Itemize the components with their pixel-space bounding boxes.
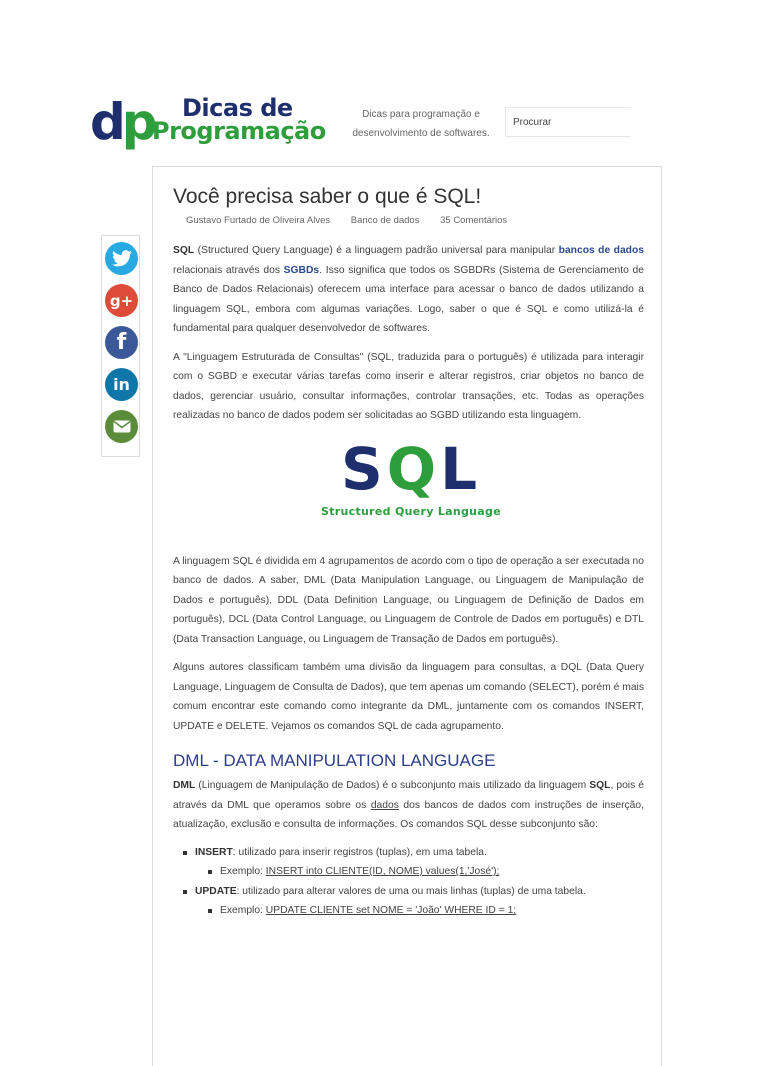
post-content xyxy=(173,241,644,921)
sql-letters xyxy=(321,434,501,503)
text: : utilizado para alterar valores de uma ou mais linhas (tuplas) de uma tabela. xyxy=(236,885,586,897)
linkedin-icon[interactable]: in xyxy=(105,368,138,401)
text: relacionais através dos xyxy=(173,264,284,276)
term-sql: SQL xyxy=(173,245,195,256)
logo-title-line2: Programação xyxy=(152,117,326,145)
logo-title-line1: Dicas de xyxy=(182,94,293,122)
command-name: UPDATE xyxy=(195,885,237,897)
sql-logo-image xyxy=(173,434,644,538)
facebook-icon[interactable]: f xyxy=(105,326,138,359)
link-dados[interactable]: dados xyxy=(370,799,399,811)
link-sgbds[interactable]: SGBDs xyxy=(283,264,320,276)
text: Exemplo: xyxy=(220,866,266,877)
site-tagline: Dicas para programação e desenvolvimento de softwares. xyxy=(352,109,490,139)
post-category[interactable]: Banco de dados xyxy=(350,215,420,226)
google-plus-icon[interactable]: g+ xyxy=(105,284,138,317)
article-card xyxy=(152,166,662,1066)
list-item xyxy=(220,862,644,882)
term-dml: DML xyxy=(173,780,196,791)
letter-q: Q xyxy=(386,434,441,503)
text: , pois é através da DML que operamos sobre os xyxy=(173,780,645,811)
text: . Isso significa que todos os SGBDRs (Sistema de Gerenciamento de Banco de Dados Relacionais) oferecem uma interface para acessar o banco de dados utilizando a linguagem SQL, embora com algumas variações. Logo, saber o que é SQL e como utilizá-la é fundamental para qualquer desenvolvedor de softwares. xyxy=(173,264,644,334)
paragraph-2: A "Linguagem Estruturada de Consultas" (SQL, traduzida para o português) é utilizada para interagir com o SGBD e executar várias tarefas como inserir e alterar registros, criar objetos no banco de dados, gerenciar usuário, consultar informações, controlar transações, etc. Todas as operações realizadas no banco de dados podem ser solicitadas ao SGBD utilizando esta linguagem. xyxy=(173,351,644,421)
search-input[interactable]: Procurar xyxy=(505,107,631,137)
text: (Linguagem de Manipulação de Dados) é o subconjunto mais utilizado da linguagem xyxy=(195,780,590,791)
text: Exemplo: xyxy=(220,905,266,916)
post-meta xyxy=(186,215,525,226)
post-title[interactable]: Você precisa saber o que é SQL! xyxy=(173,185,482,208)
share-bar xyxy=(101,235,140,457)
sql-subtitle: Structured Query Language xyxy=(321,504,501,518)
site-logo[interactable] xyxy=(90,93,335,151)
list-item xyxy=(195,843,644,882)
list-item xyxy=(220,901,644,921)
list-item xyxy=(195,882,644,921)
post-author[interactable]: Gustavo Furtado de Oliveira Alves xyxy=(186,215,331,226)
example-link[interactable]: UPDATE CLIENTE set NOME = 'João' WHERE ID = 1; xyxy=(265,905,517,916)
logo-mark: dp xyxy=(90,93,154,151)
section-heading-dml: DML - DATA MANIPULATION LANGUAGE xyxy=(173,751,496,770)
email-icon[interactable] xyxy=(105,410,138,443)
command-list xyxy=(173,843,644,921)
link-bancos-de-dados[interactable]: bancos de dados xyxy=(558,245,644,256)
post-comments[interactable]: 35 Comentários xyxy=(440,215,508,226)
paragraph-4: Alguns autores classificam também uma divisão da linguagem para consultas, a DQL (Data Query Language, Linguagem de Consulta de Dados), que tem apenas um comando (SELECT), porém é mais comum encontrar este comando como integrante da DML, juntamente com os comandos INSERT, UPDATE e DELETE. Vejamos os comandos SQL de cada agrupamento. xyxy=(173,662,644,732)
twitter-icon[interactable] xyxy=(105,242,138,275)
text: (Structured Query Language) é a linguagem padrão universal para manipular xyxy=(194,245,559,256)
term-sql: SQL xyxy=(589,780,611,791)
letter-s: S xyxy=(340,434,387,503)
text: dos bancos de dados com instruções de inserção, atualização, exclusão e consulta de informações. Os comandos SQL desse subconjunto são: xyxy=(173,799,644,830)
paragraph-intro xyxy=(173,241,644,339)
paragraph-dml xyxy=(173,776,644,835)
paragraph-3: A linguagem SQL é dividida em 4 agrupamentos de acordo com o tipo de operação a ser executada no banco de dados. A saber, DML (Data Manipulation Language, ou Linguagem de Manipulação de Dados e português), DDL (Data Definition Language, ou Linguagem de Definição de Dados em português), DCL (Data Control Language, ou Linguagem de Controle de Dados em português) e DTL (Data Transaction Language, ou Linguagem de Transação de Dados em português). xyxy=(173,555,644,645)
example-link[interactable]: INSERT into CLIENTE(ID, NOME) values(1,'José'); xyxy=(265,866,500,877)
text: : utilizado para inserir registros (tuplas), em uma tabela. xyxy=(232,846,487,858)
command-name: INSERT xyxy=(195,846,233,858)
letter-l: L xyxy=(440,434,482,503)
